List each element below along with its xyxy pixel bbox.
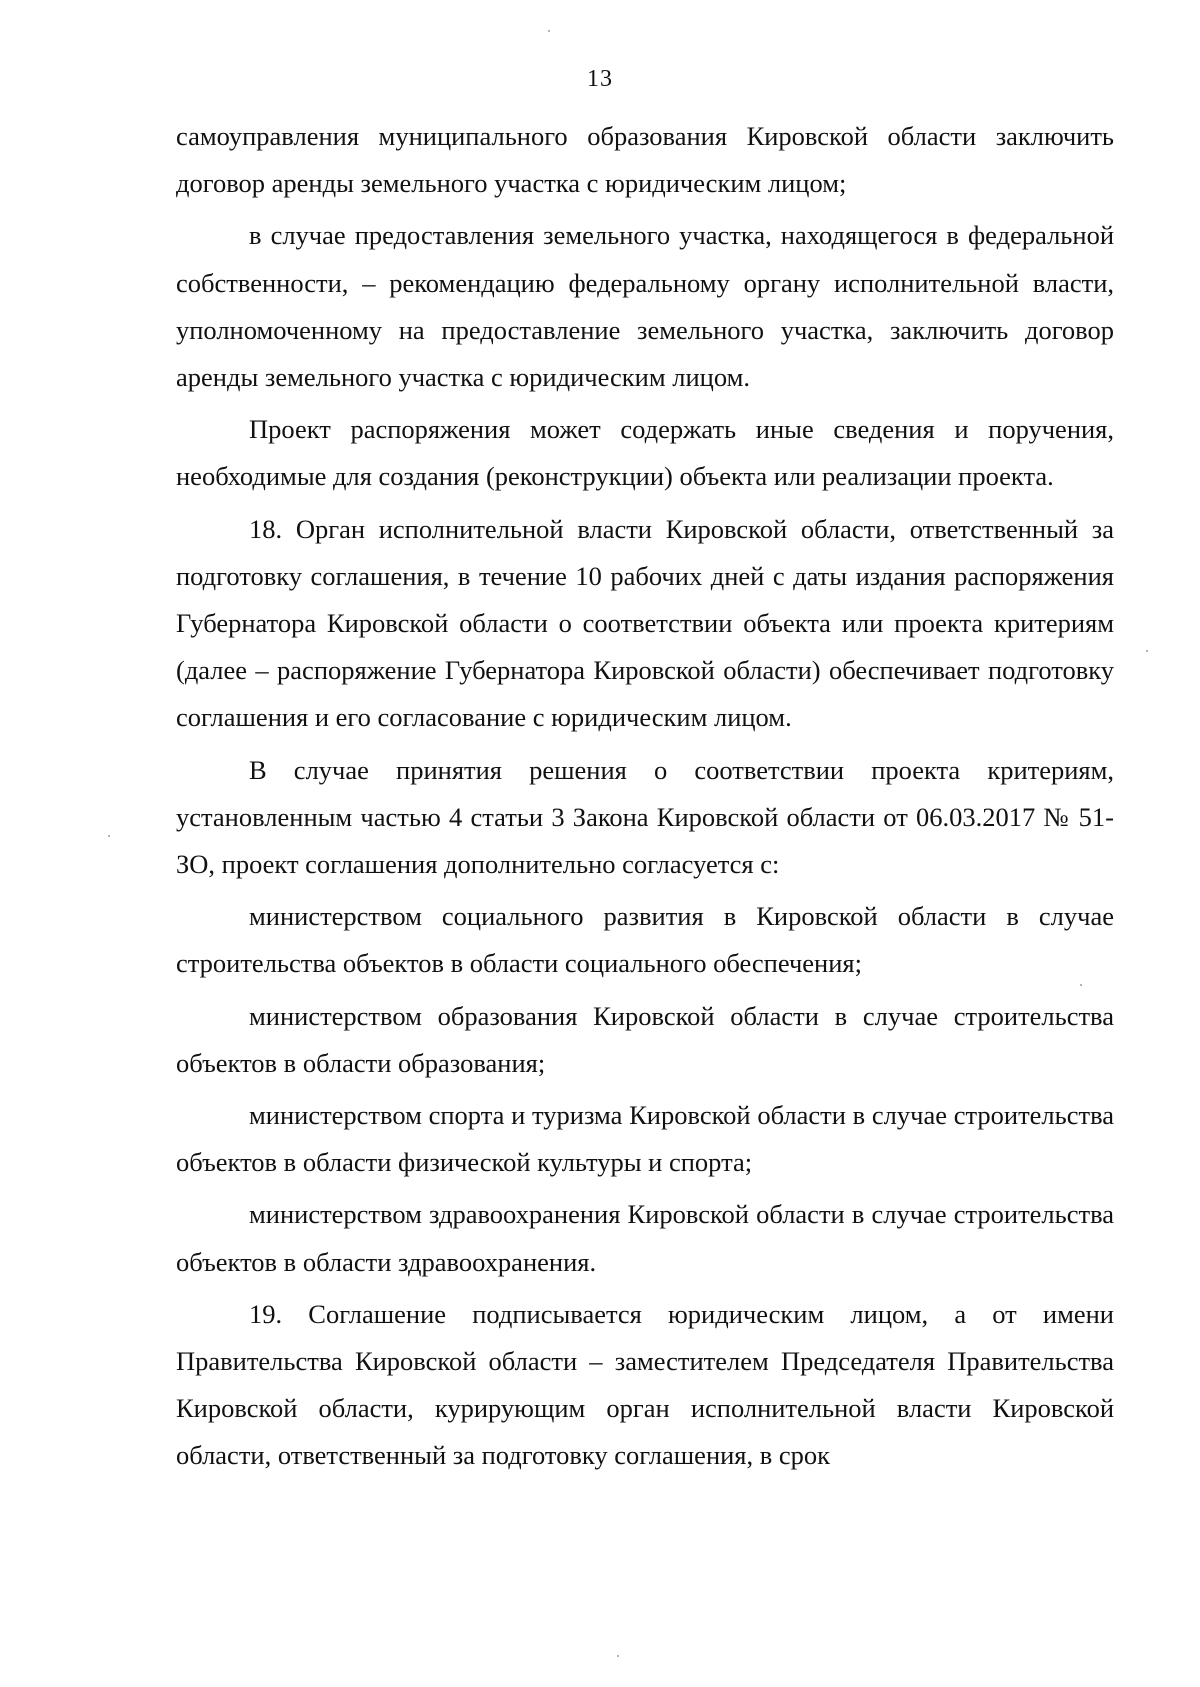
paragraph-item-18: 18. Орган исполнительной власти Кировской области, ответственный за подготовку соглашения, в течение 10 рабочих дней с даты издания распоряжения Губернатора Кировской области о соответствии объекта или проекта критериям (далее – распоряжение Губернатора Кировской области) обеспечивает подготовку соглашения и его согласование с юридическим лицом. [176,513,1114,733]
scan-speck [617,1655,619,1657]
paragraph-federal-property: в случае предоставления земельного участка, находящегося в федеральной собственности, – рекомендацию федеральному органу исполнительной власти, уполномоченному на предоставление земельного участка, заключить договор аренды земельного участка с юридическим лицом. [176,220,1114,393]
scan-speck [1080,984,1082,986]
paragraph-ministry-education: министерством образования Кировской области в случае строительства объектов в области образования; [176,1000,1114,1078]
document-body [176,113,1114,1480]
page-number: 13 [587,66,613,92]
paragraph-ministry-health: министерством здравоохранения Кировской области в случае строительства объектов в области здравоохранения. [176,1199,1114,1277]
paragraph-continuation: самоуправления муниципального образования Кировской области заключить договор аренды земельного участка с юридическим лицом; [176,121,1114,199]
paragraph-draft-order: Проект распоряжения может содержать иные сведения и поручения, необходимые для создания (реконструкции) объекта или реализации проекта. [176,414,1114,492]
paragraph-ministry-social: министерством социального развития в Кировской области в случае строительства объектов в области социального обеспечения; [176,901,1114,979]
paragraph-item-19: 19. Соглашение подписывается юридическим лицом, а от имени Правительства Кировской области – заместителем Председателя Правительства Кировской области, курирующим орган исполнительной власти Кировской области, ответственный за подготовку соглашения, в срок [176,1298,1114,1471]
paragraph-ministry-sport: министерством спорта и туризма Кировской области в случае строительства объектов в области физической культуры и спорта; [176,1100,1114,1178]
scan-speck [108,835,110,837]
scan-speck [548,30,550,32]
paragraph-criteria-decision: В случае принятия решения о соответствии проекта критериям, установленным частью 4 статьи 3 Закона Кировской области от 06.03.2017 № 51-ЗО, проект соглашения дополнительно согласуется с: [176,754,1114,880]
scan-speck [1146,650,1148,652]
